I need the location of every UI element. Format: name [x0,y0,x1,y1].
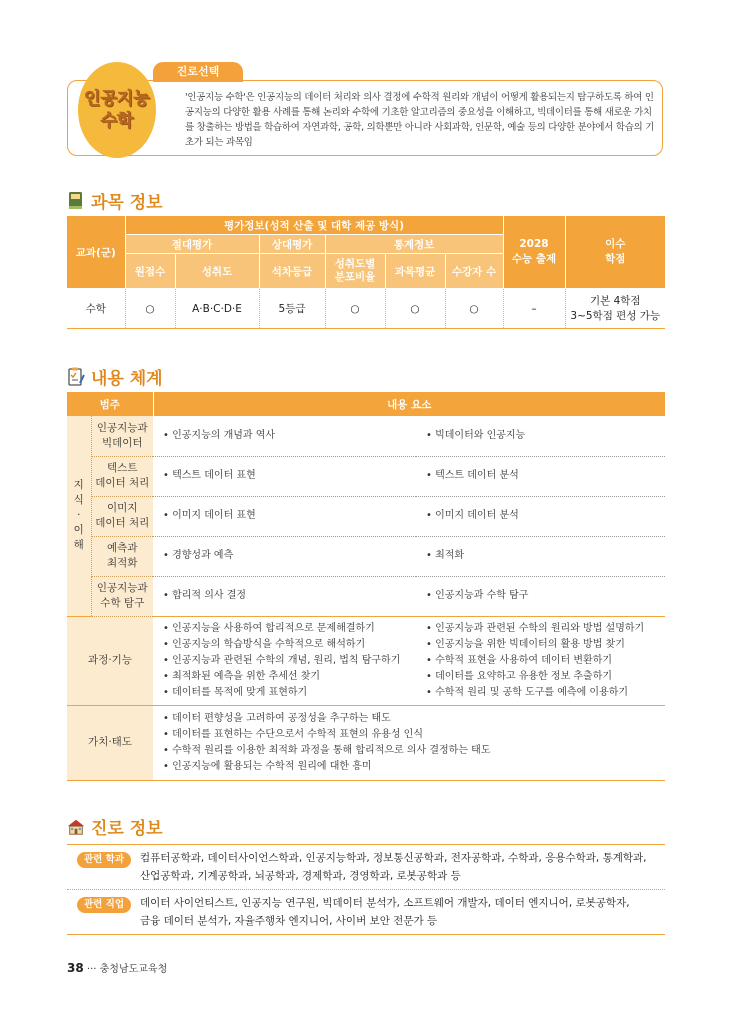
related-job-line: 데이터 사이언티스트, 인공지능 연구원, 빅데이터 분석가, 소프트웨어 개발자, 데이터 엔지니어, 로봇공학자, [140,897,630,909]
header-eval-info: 평가정보(성적 산출 및 대학 제공 방식) [125,216,503,235]
list-item: • 데이터를 요약하고 유용한 정보 추출하기 [426,670,613,682]
table-row [67,289,665,329]
cell-achievement: A·B·C·D·E [175,289,259,329]
subject-name-line2: 수학 [100,111,134,131]
cell-exam: – [503,289,565,329]
element-left: • 이미지 데이터 표현 [153,496,416,536]
subject-name-badge [78,62,156,158]
list-item: • 인공지능과 관련된 수학의 개념, 원리, 법칙 탐구하기 [163,654,401,666]
list-item: • 수학적 원리를 이용한 최적화 과정을 통해 합리적으로 의사 결정하는 태도 [163,744,491,756]
elective-tag: 진로선택 [153,62,243,82]
credit-range: 3~5학점 편성 가능 [570,309,661,322]
knowledge-category: 지 식 · 이 해 [67,416,91,616]
page-number: 38 [67,961,84,975]
col-achievement: 성취도 [175,254,259,289]
section-title-text: 내용 체계 [91,369,163,389]
col-subject-average: 과목평균 [385,254,445,289]
footer-org: 충청남도교육청 [99,964,168,975]
related-dept-badge: 관련 학과 [77,852,131,868]
header-2028-exam: 2028 수능 출제 [503,216,565,289]
header-category: 범주 [67,392,153,416]
col-raw-score: 원점수 [125,254,175,289]
sub-category: 인공지능과 수학 탐구 [91,576,153,616]
related-job-text [140,894,670,930]
credit-basic: 기본 4학점 [589,294,641,307]
list-item: • 인공지능을 위한 빅데이터의 활용 방법 찾기 [426,638,625,650]
element-left: • 인공지능의 개념과 역사 [153,416,416,456]
section-title-content [67,364,163,389]
list-item: • 데이터를 표현하는 수단으로서 수학적 표현의 유용성 인식 [163,728,424,740]
list-item: • 데이터를 목적에 맞게 표현하기 [163,686,308,698]
cell-rank: 5등급 [259,289,325,329]
section-title-career [67,814,163,839]
content-structure-table [67,392,665,781]
value-list [153,705,665,780]
header-absolute: 절대평가 [125,235,259,254]
process-category: 과정·기능 [67,616,153,705]
element-left: • 합리적 의사 결정 [153,576,416,616]
element-left: • 경향성과 예측 [153,536,416,576]
element-right: • 빅데이터와 인공지능 [416,416,665,456]
career-divider-top [67,844,665,845]
subject-name-line1: 인공지능 [84,89,150,109]
checklist-icon [67,367,85,387]
list-item: • 인공지능과 관련된 수학의 원리와 방법 설명하기 [426,622,645,634]
footer-dots: ··· [86,964,97,975]
related-departments [67,848,665,888]
header-subject-group: 교과(군) [67,216,125,289]
col-student-count: 수강자 수 [445,254,503,289]
subject-description: '인공지능 수학'은 인공지능의 데이터 처리와 의사 결정에 수학적 원리와 개념이 어떻게 활용되는지 탐구하도록 하여 인공지능의 다양한 활용 사례를 통해 논리와 수학에 기초한 알고리즘의 중요성을 이해하고, 빅데이터를 통해 새로운 가치를 창출하는 방법을 학습하여 자연과학, 공학, 의학뿐만 아니라 사회과학, 인문학, 예술 등의 다양한 분야에서 학습의 기초가 되는 과목임 [185,92,655,148]
element-right: • 이미지 데이터 분석 [416,496,665,536]
section-title-text: 과목 정보 [91,193,163,213]
cell-raw: ○ [125,289,175,329]
table-row [67,416,665,456]
subject-info-table [67,216,665,329]
sub-category: 예측과 최적화 [91,536,153,576]
section-title-text: 진로 정보 [91,819,163,839]
cell-subject: 수학 [67,289,125,329]
sub-category: 인공지능과 빅데이터 [91,416,153,456]
element-right: • 인공지능과 수학 탐구 [416,576,665,616]
related-dept-line: 산업공학과, 기계공학과, 뇌공학과, 경제학과, 경영학과, 로봇공학과 등 [140,870,461,882]
table-row [67,616,665,705]
element-right: • 최적화 [416,536,665,576]
list-item: • 인공지능에 활용되는 수학적 원리에 대한 흥미 [163,760,372,772]
related-jobs [67,893,665,933]
page-footer [67,960,167,975]
element-right: • 텍스트 데이터 분석 [416,456,665,496]
process-left-list [153,616,416,705]
header-content-elements: 내용 요소 [153,392,665,416]
header-relative: 상대평가 [259,235,325,254]
process-right-list [416,616,665,705]
element-left: • 텍스트 데이터 표현 [153,456,416,496]
col-rank-grade: 석차등급 [259,254,325,289]
value-category: 가치·태도 [67,705,153,780]
cell-credit [565,289,665,329]
header-statistics: 통계정보 [325,235,503,254]
col-distribution: 성취도별 분포비율 [325,254,385,289]
list-item: • 수학적 표현을 사용하여 데이터 변환하기 [426,654,613,666]
list-item: • 최적화된 예측을 위한 추세선 찾기 [163,670,321,682]
related-dept-line: 컴퓨터공학과, 데이터사이언스학과, 인공지능학과, 정보통신공학과, 전자공학과, 수학과, 응용수학과, 통계학과, [140,852,647,864]
school-icon [67,817,85,837]
header-credit: 이수 학점 [565,216,665,289]
career-divider-bottom [67,934,665,935]
list-item: • 인공지능의 학습방식을 수학적으로 해석하기 [163,638,366,650]
cell-count: ○ [445,289,503,329]
section-title-subject-info [67,188,163,213]
list-item: • 데이터 편향성을 고려하여 공정성을 추구하는 태도 [163,712,391,724]
table-row [67,576,665,616]
related-job-line: 금융 데이터 분석가, 자율주행차 엔지니어, 사이버 보안 전문가 등 [140,915,438,927]
cell-distribution: ○ [325,289,385,329]
list-item: • 인공지능을 사용하여 합리적으로 문제해결하기 [163,622,375,634]
sub-category: 이미지 데이터 처리 [91,496,153,536]
related-job-badge: 관련 직업 [77,897,131,913]
related-dept-text [140,849,670,885]
table-row [67,536,665,576]
list-item: • 수학적 원리 및 공학 도구를 예측에 이용하기 [426,686,629,698]
cell-average: ○ [385,289,445,329]
table-row [67,456,665,496]
table-row [67,705,665,780]
book-icon [67,191,85,211]
table-row [67,496,665,536]
career-divider-middle [67,889,665,890]
sub-category: 텍스트 데이터 처리 [91,456,153,496]
